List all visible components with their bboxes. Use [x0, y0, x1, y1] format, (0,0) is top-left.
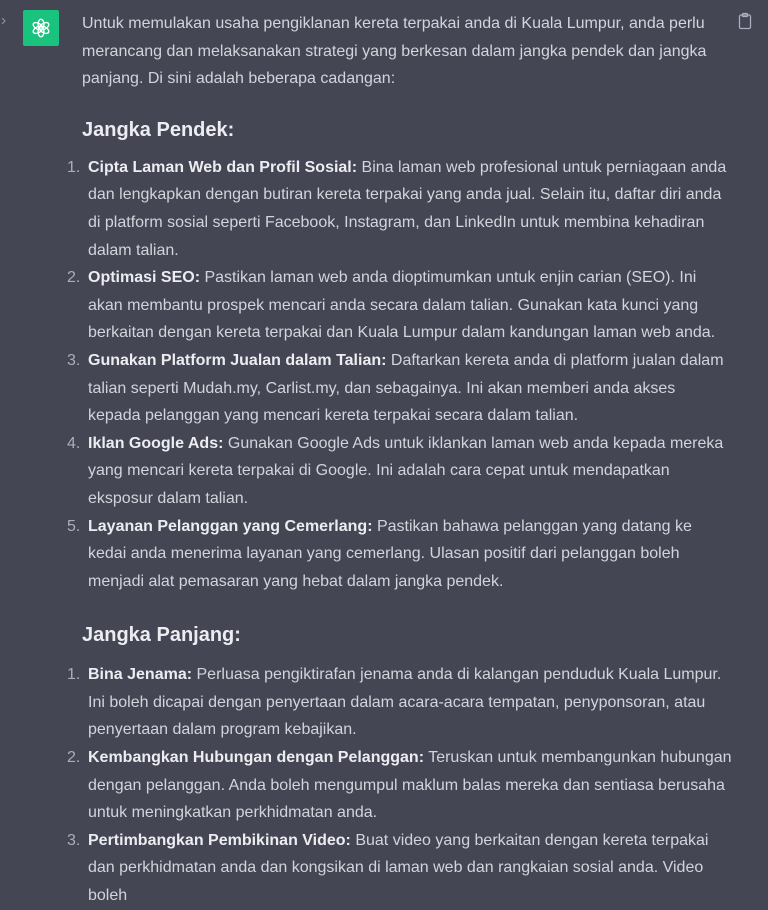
list-item: 2. Kembangkan Hubungan dengan Pelanggan: Teruskan untuk membangunkan hubungan dengan pelanggan. Anda boleh mengumpul maklum balas mereka dan sentiasa berusaha untuk meningkatkan perkhidmatan anda. [67, 749, 732, 822]
item-text: Pastikan bahawa pelanggan yang datang ke kedai anda menerima layanan yang cemerlang. Ulasan positif dari pelanggan boleh menjadi alat pemasaran yang hebat dalam jangka pendek. [88, 517, 692, 590]
long-term-list [67, 661, 732, 909]
list-item: 1. Bina Jenama: Perluasa pengiktirafan jenama anda di kalangan penduduk Kuala Lumpur. Ini boleh dicapai dengan penyertaan dalam acara-acara tempatan, penyponsoran, atau penyertaan dalam program kebajikan. [67, 666, 722, 739]
item-text: Daftarkan kereta anda di platform jualan dalam talian seperti Mudah.my, Carlist.my, dan sebagainya. Ini akan memberi anda akses kepada pelanggan yang mencari kereta terpakai secara dalam talian. [88, 351, 724, 425]
item-text: Perluasa pengiktirafan jenama anda di kalangan penduduk Kuala Lumpur. Ini boleh dicapai dengan penyertaan dalam acara-acara tempatan, penyponsoran, atau penyertaan dalam program kebajikan. [88, 666, 722, 739]
assistant-message [67, 10, 732, 910]
item-title: Kembangkan Hubungan dengan Pelanggan: [88, 749, 425, 767]
item-title: Pertimbangkan Pembikinan Video: [88, 831, 351, 849]
list-item: 3. Pertimbangkan Pembikinan Video: Buat video yang berkaitan dengan kereta terpakai dan perkhidmatan anda dan kongsikan di laman web dan rangkaian sosial anda. Video boleh [67, 831, 709, 905]
assistant-avatar [23, 10, 59, 46]
list-item: 3. Gunakan Platform Jualan dalam Talian: Daftarkan kereta anda di platform jualan dalam talian seperti Mudah.my, Carlist.my, dan sebagainya. Ini akan memberi anda akses kepada pelanggan yang mencari kereta terpakai secara dalam talian. [67, 351, 724, 425]
copy-button[interactable] [738, 12, 752, 30]
intro-paragraph: Untuk memulakan usaha pengiklanan kereta terpakai anda di Kuala Lumpur, anda perlu merancang dan melaksanakan strategi yang berkesan dalam jangka pendek dan jangka panjang. Di sini adalah beberapa cadangan: [82, 15, 707, 88]
item-title: Bina Jenama: [88, 666, 193, 684]
list-item: 5. Layanan Pelanggan yang Cemerlang: Pastikan bahawa pelanggan yang datang ke kedai anda menerima layanan yang cemerlang. Ulasan positif dari pelanggan boleh menjadi alat pemasaran yang hebat dalam jangka pendek. [67, 517, 692, 590]
item-title: Iklan Google Ads: [88, 434, 224, 452]
list-item: 4. Iklan Google Ads: Gunakan Google Ads untuk iklankan laman web anda kepada mereka yang mencari kereta terpakai di Google. Ini adalah cara cepat untuk mendapatkan eksposur dalam talian. [67, 434, 724, 507]
section-heading-short-term: Jangka Pendek: [82, 118, 235, 141]
item-text: Bina laman web profesional untuk perniagaan anda dan lengkapkan dengan butiran kereta terpakai yang anda jual. Selain itu, daftar diri anda di platform sosial seperti Facebook, Instagram, dan LinkedIn untuk membina kehadiran dalam talian. [88, 158, 727, 259]
item-title: Layanan Pelanggan yang Cemerlang: [88, 517, 373, 535]
openai-logo-icon [30, 17, 52, 39]
item-title: Optimasi SEO: [88, 269, 201, 287]
clipboard-icon [738, 12, 752, 30]
short-term-list [67, 154, 732, 596]
item-text: Gunakan Google Ads untuk iklankan laman web anda kepada mereka yang mencari kereta terpakai di Google. Ini adalah cara cepat untuk mendapatkan eksposur dalam talian. [88, 434, 724, 507]
item-title: Cipta Laman Web dan Profil Sosial: [88, 158, 358, 176]
expand-chevron-icon[interactable] [0, 14, 8, 28]
item-text: Pastikan laman web anda dioptimumkan untuk enjin carian (SEO). Ini akan membantu prospek mencari anda secara dalam talian. Gunakan kata kunci yang berkaitan dengan kereta terpakai dan Kuala Lumpur dalam kandungan laman web anda. [88, 269, 716, 342]
item-text: Buat video yang berkaitan dengan kereta terpakai dan perkhidmatan anda dan kongsikan di laman web dan rangkaian sosial anda. Video boleh [88, 831, 709, 905]
item-text: Teruskan untuk membangunkan hubungan dengan pelanggan. Anda boleh mengumpul maklum balas mereka dan sentiasa berusaha untuk meningkatkan perkhidmatan anda. [88, 749, 732, 822]
list-item: 1. Cipta Laman Web dan Profil Sosial: Bina laman web profesional untuk perniagaan anda dan lengkapkan dengan butiran kereta terpakai yang anda jual. Selain itu, daftar diri anda di platform sosial seperti Facebook, Instagram, dan LinkedIn untuk membina kehadiran dalam talian. [67, 158, 727, 259]
list-item: 2. Optimasi SEO: Pastikan laman web anda dioptimumkan untuk enjin carian (SEO). Ini akan membantu prospek mencari anda secara dalam talian. Gunakan kata kunci yang berkaitan dengan kereta terpakai dan Kuala Lumpur dalam kandungan laman web anda. [67, 269, 716, 342]
section-heading-long-term: Jangka Panjang: [82, 624, 241, 647]
item-title: Gunakan Platform Jualan dalam Talian: [88, 351, 387, 369]
